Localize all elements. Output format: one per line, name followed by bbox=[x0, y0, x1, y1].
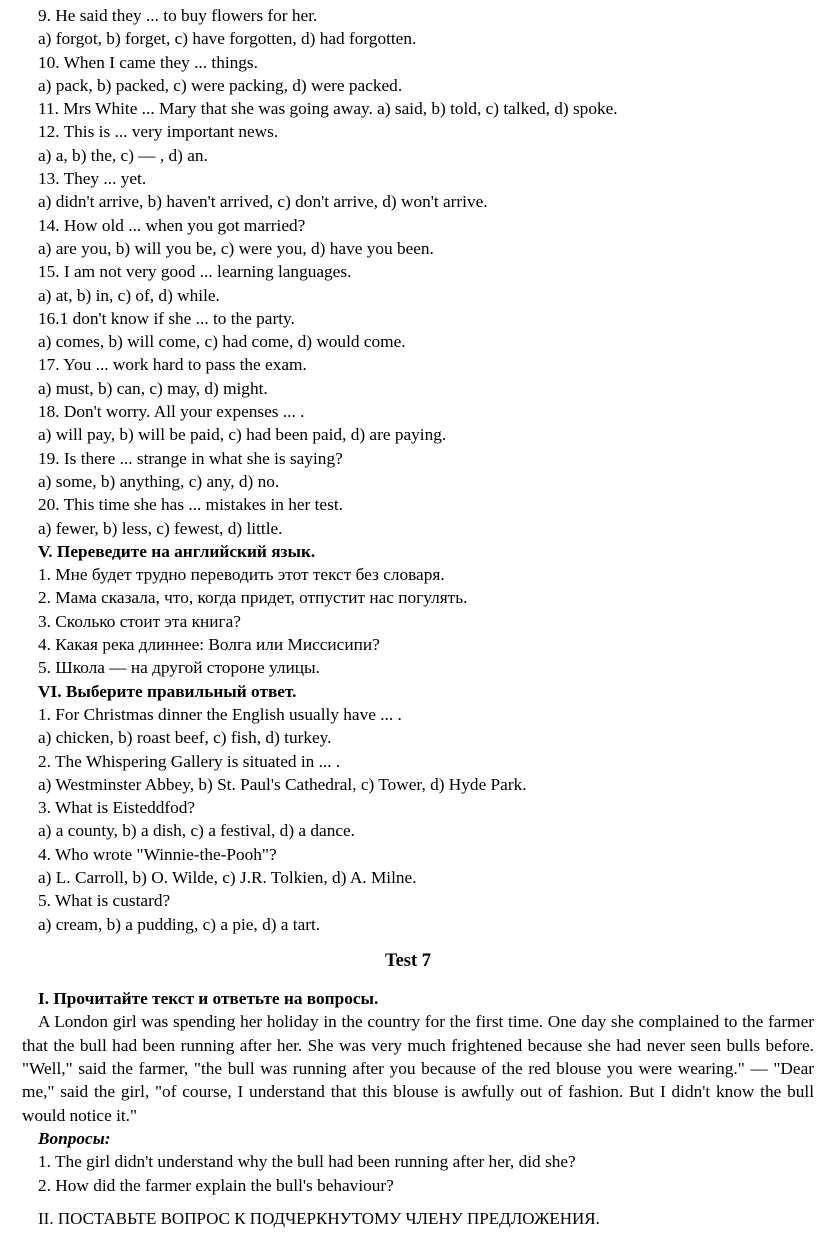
section-6 bbox=[0, 680, 816, 936]
list-item: a) a, b) the, c) — , d) an. bbox=[38, 145, 208, 165]
list-item: a) chicken, b) roast beef, c) fish, d) turkey. bbox=[38, 728, 332, 748]
list-item: 18. Don't worry. All your expenses ... . bbox=[38, 402, 305, 422]
list-item: a) are you, b) will you be, c) were you, d) have you been. bbox=[38, 238, 434, 258]
list-item: 1. The girl didn't understand why the bull had been running after her, did she? bbox=[38, 1152, 576, 1172]
list-item: 20. This time she has ... mistakes in her test. bbox=[38, 495, 343, 515]
list-item: 5. What is custard? bbox=[38, 891, 171, 911]
section-5-heading: V. Переведите на английский язык. bbox=[38, 541, 316, 561]
section-5 bbox=[0, 540, 816, 680]
reading-text: A London girl was spending her holiday in the country for the first time. One day she complained to the farmer that the bull had been running after her. She was very much frightened because she had never seen bulls before. "Well," said the farmer, "the bull was running after you because of the red blouse you were wearing." — "Dear me," said the girl, "of course, I understand that this blouse is awfully out of fashion. But I didn't know the bull would notice it." bbox=[22, 1012, 814, 1125]
list-item: a) a county, b) a dish, c) a festival, d) a dance. bbox=[38, 821, 356, 841]
list-item: a) comes, b) will come, c) had come, d) would come. bbox=[38, 332, 406, 352]
list-item: 3. Сколько стоит эта книга? bbox=[38, 611, 241, 631]
list-item: 12. This is ... very important news. bbox=[38, 122, 279, 142]
list-item: 2. Мама сказала, что, когда придет, отпустит нас погулять. bbox=[38, 588, 468, 608]
list-item: 14. How old ... when you got married? bbox=[38, 215, 306, 235]
list-item: 16.1 don't know if she ... to the party. bbox=[38, 308, 295, 328]
section-6-heading: VI. Выберите правильный ответ. bbox=[38, 681, 297, 701]
list-item: 4. Who wrote "Winnie-the-Pooh"? bbox=[38, 844, 277, 864]
list-item: 1. For Christmas dinner the English usually have ... . bbox=[38, 704, 402, 724]
list-item: a) forgot, b) forget, c) have forgotten, d) had forgotten. bbox=[38, 29, 417, 49]
list-item: a) Westminster Abbey, b) St. Paul's Cathedral, c) Tower, d) Hyde Park. bbox=[38, 774, 527, 794]
part4-list bbox=[0, 4, 816, 540]
list-item: a) at, b) in, c) of, d) while. bbox=[38, 285, 220, 305]
list-item: 11. Mrs White ... Mary that she was going away. a) said, b) told, c) talked, d) spoke. bbox=[38, 99, 618, 119]
list-item: 4. Какая река длиннее: Волга или Миссисипи? bbox=[38, 635, 380, 655]
list-item: a) some, b) anything, c) any, d) no. bbox=[38, 471, 280, 491]
list-item: 2. The Whispering Gallery is situated in ... . bbox=[38, 751, 341, 771]
list-item: 15. I am not very good ... learning languages. bbox=[38, 262, 352, 282]
list-item: a) cream, b) a pudding, c) a pie, d) a tart. bbox=[38, 914, 321, 934]
list-item: a) pack, b) packed, c) were packing, d) were packed. bbox=[38, 75, 403, 95]
list-item: a) fewer, b) less, c) fewest, d) little. bbox=[38, 518, 283, 538]
questions-heading: Вопросы: bbox=[38, 1128, 111, 1148]
list-item: 5. Школа — на другой стороне улицы. bbox=[38, 658, 320, 678]
list-item: 3. What is Eisteddfod? bbox=[38, 798, 196, 818]
list-item: 10. When I came they ... things. bbox=[38, 52, 258, 72]
list-item: 1. Мне будет трудно переводить этот текст без словаря. bbox=[38, 565, 445, 585]
test-title: Test 7 bbox=[384, 950, 432, 971]
list-item: 9. He said they ... to buy flowers for her. bbox=[38, 6, 318, 25]
list-item: 17. You ... work hard to pass the exam. bbox=[38, 355, 307, 375]
test-7 bbox=[0, 950, 816, 1230]
section-1-heading: I. Прочитайте текст и ответьте на вопросы. bbox=[38, 989, 379, 1009]
list-item: a) didn't arrive, b) haven't arrived, c) don't arrive, d) won't arrive. bbox=[38, 192, 488, 212]
list-item: 19. Is there ... strange in what she is saying? bbox=[38, 448, 343, 468]
list-item: a) will pay, b) will be paid, c) had been paid, d) are paying. bbox=[38, 425, 447, 445]
section-2-heading: II. ПОСТАВЬТЕ ВОПРОС К ПОДЧЕРКНУТОМУ ЧЛЕНУ ПРЕДЛОЖЕНИЯ. bbox=[38, 1208, 600, 1228]
list-item: 2. How did the farmer explain the bull's behaviour? bbox=[38, 1175, 394, 1195]
list-item: a) must, b) can, c) may, d) might. bbox=[38, 378, 268, 398]
list-item: a) L. Carroll, b) O. Wilde, c) J.R. Tolkien, d) A. Milne. bbox=[38, 867, 417, 887]
list-item: 13. They ... yet. bbox=[38, 169, 147, 189]
